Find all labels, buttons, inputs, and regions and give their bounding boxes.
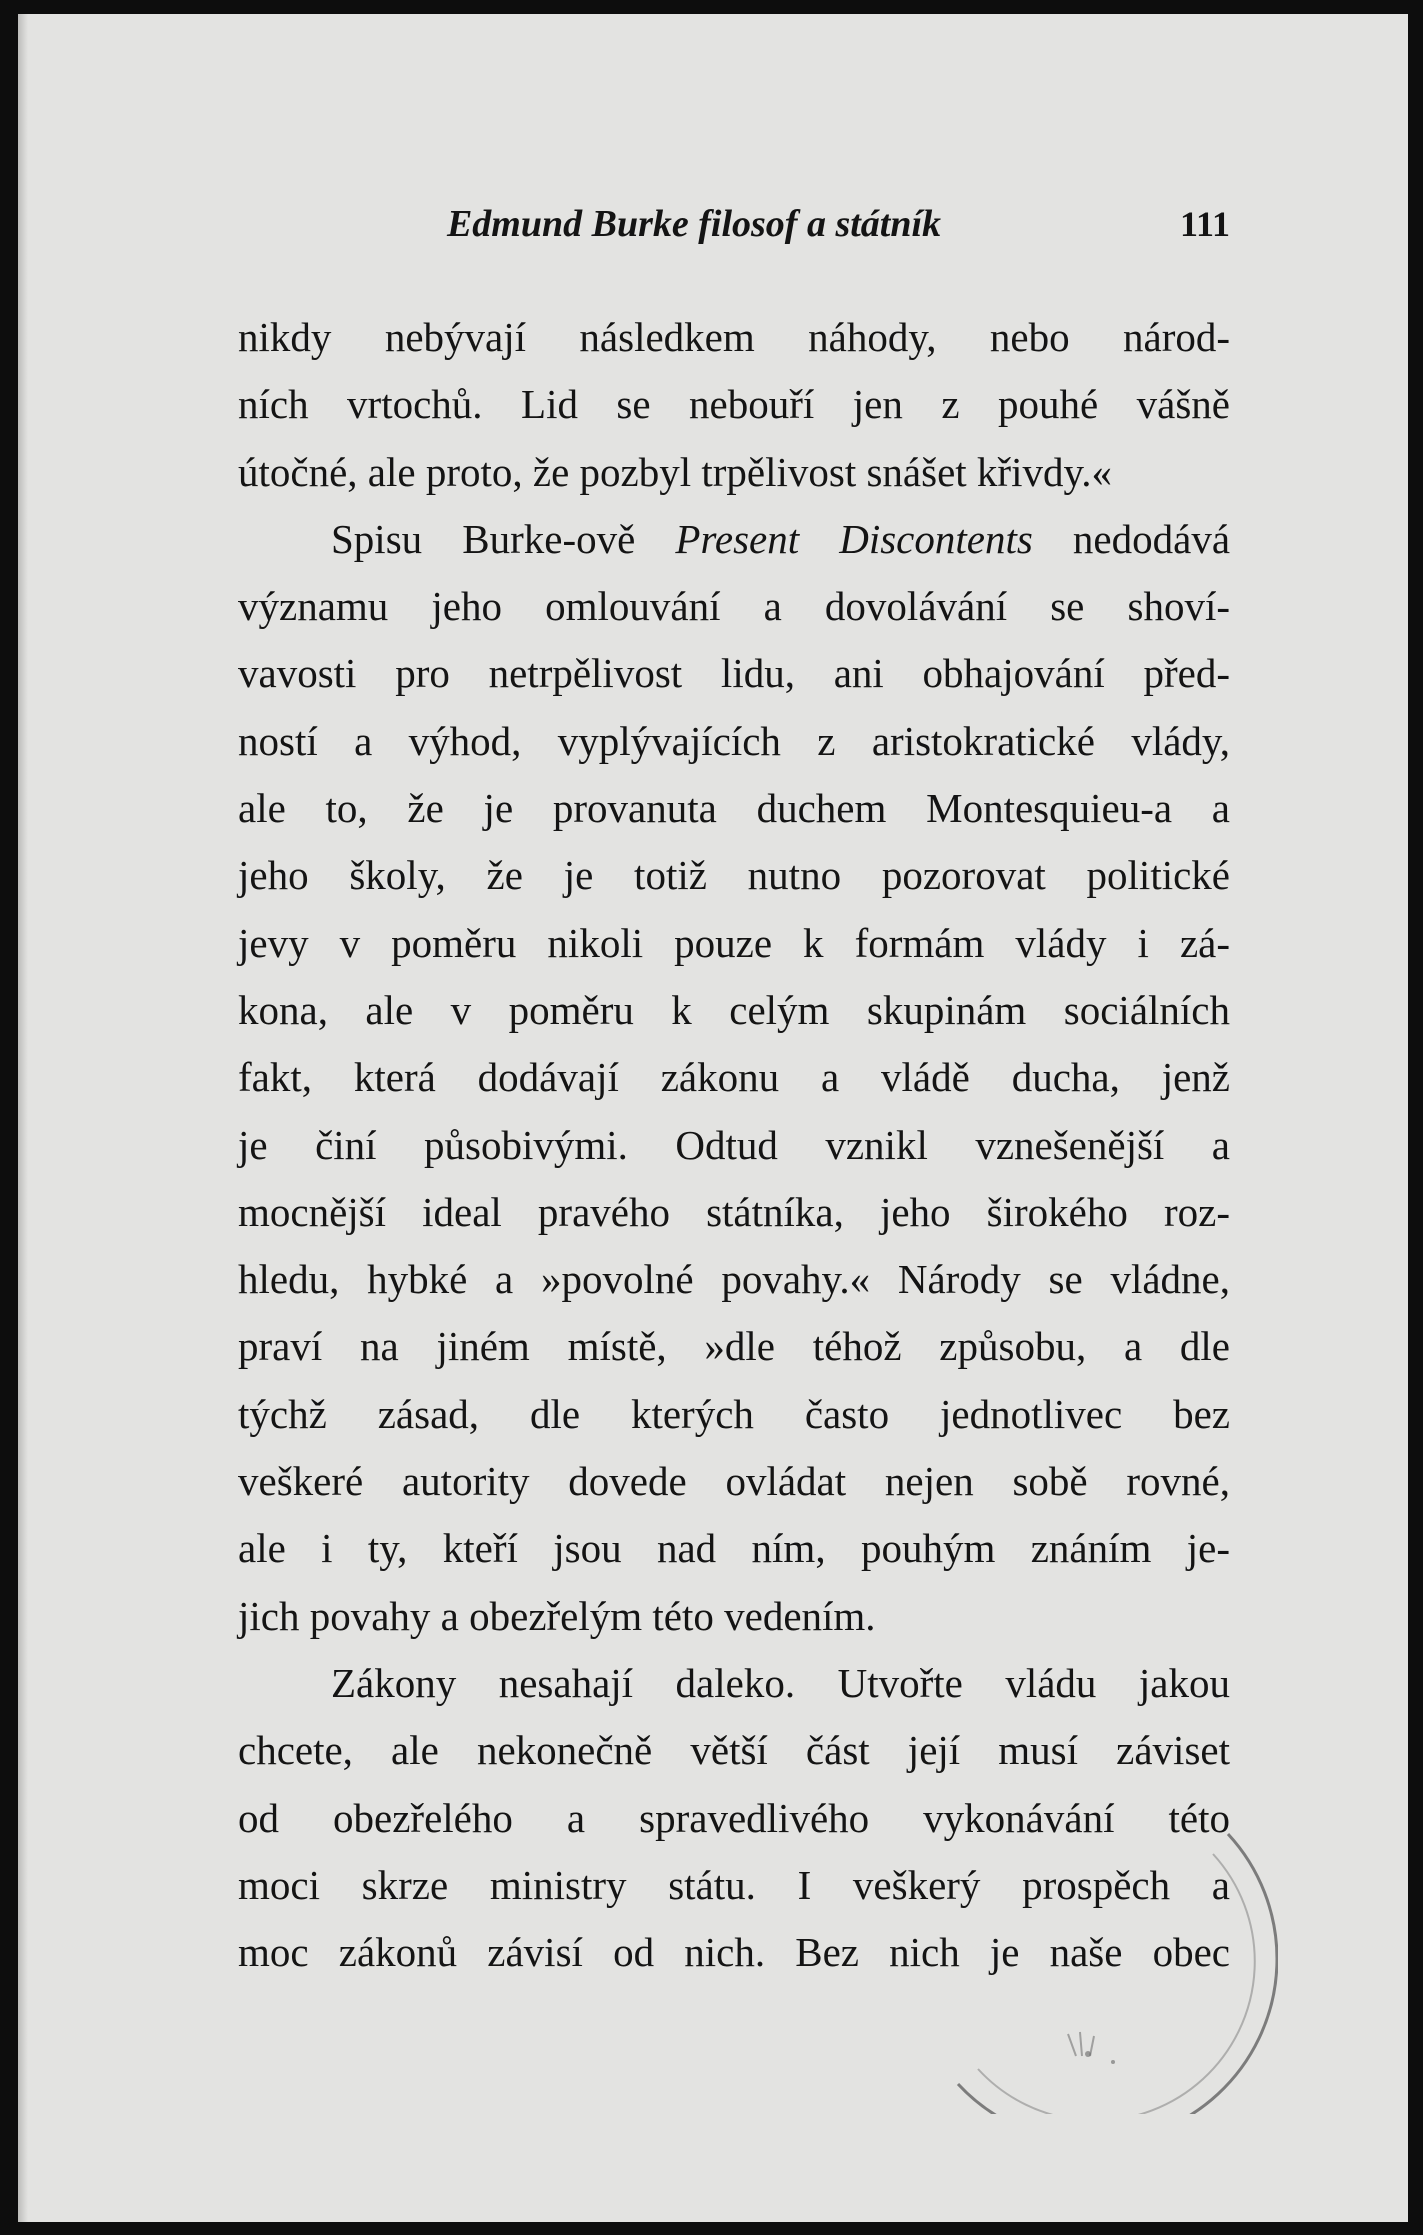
text-line: moci skrze ministry státu. I veškerý prospěch a [238, 1861, 1230, 1908]
text-line: ností a výhod, vyplývajících z aristokratické vlády, [238, 717, 1230, 764]
text-line: jevy v poměru nikoli pouze k formám vlády i zá- [238, 919, 1230, 966]
text-line [238, 506, 1230, 573]
text-line: ale to, že je provanuta duchem Montesquieu-a a [238, 785, 1230, 832]
text-segment: nedodává [1032, 515, 1231, 562]
text-segment: Spisu Burke-ově [331, 515, 676, 562]
page-spine-shadow [18, 14, 28, 2222]
text-line: nikdy nebývají následkem náhody, nebo národ- [238, 314, 1230, 360]
page-number: 111 [1179, 204, 1230, 244]
text-line: moc zákonů závisí od nich. Bez nich je naše obec [238, 1929, 1230, 1976]
text-line: fakt, která dodávají zákonu a vládě ducha, jenž [238, 1054, 1230, 1101]
text-line: ale i ty, kteří jsou nad ním, pouhým znáním je- [238, 1525, 1230, 1572]
text-line: praví na jiném místě, »dle téhož způsobu, a dle [238, 1323, 1230, 1370]
text-line: mocnější ideal pravého státníka, jeho širokého roz- [238, 1188, 1230, 1235]
running-title: Edmund Burke filosof a státník [446, 203, 942, 245]
page-header [238, 199, 1230, 249]
text-line: od obezřelého a spravedlivého vykonávání této [238, 1794, 1230, 1841]
text-line: jeho školy, že je totiž nutno pozorovat politické [238, 852, 1230, 899]
text-line: hledu, hybké a »povolné povahy.« Národy se vládne, [238, 1256, 1230, 1303]
text-line: významu jeho omlouvání a dovolávání se shoví- [238, 583, 1230, 630]
book-page [18, 14, 1408, 2222]
text-line: vavosti pro netrpělivost lidu, ani obhajování před- [238, 650, 1230, 697]
text-line: chcete, ale nekonečně větší část její musí záviset [238, 1727, 1230, 1774]
text-line: ních vrtochů. Lid se nebouří jen z pouhé vášně [238, 381, 1230, 428]
text-line: Zákony nesahají daleko. Utvořte vládu jakou [331, 1659, 1230, 1706]
italic-title: Present Discontents [675, 515, 1033, 562]
text-line: kona, ale v poměru k celým skupinám sociálních [238, 986, 1230, 1033]
text-line: týchž zásad, dle kterých často jednotlivec bez [238, 1390, 1230, 1437]
body-text [238, 304, 1230, 1986]
text-line: je činí působivými. Odtud vznikl vznešenější a [238, 1121, 1230, 1168]
text-line: veškeré autority dovede ovládat nejen sobě rovné, [238, 1458, 1230, 1505]
text-line: jich povahy a obezřelým této vedením. [238, 1592, 876, 1639]
text-line: útočné, ale proto, že pozbyl trpělivost snášet křivdy.« [238, 448, 1113, 495]
